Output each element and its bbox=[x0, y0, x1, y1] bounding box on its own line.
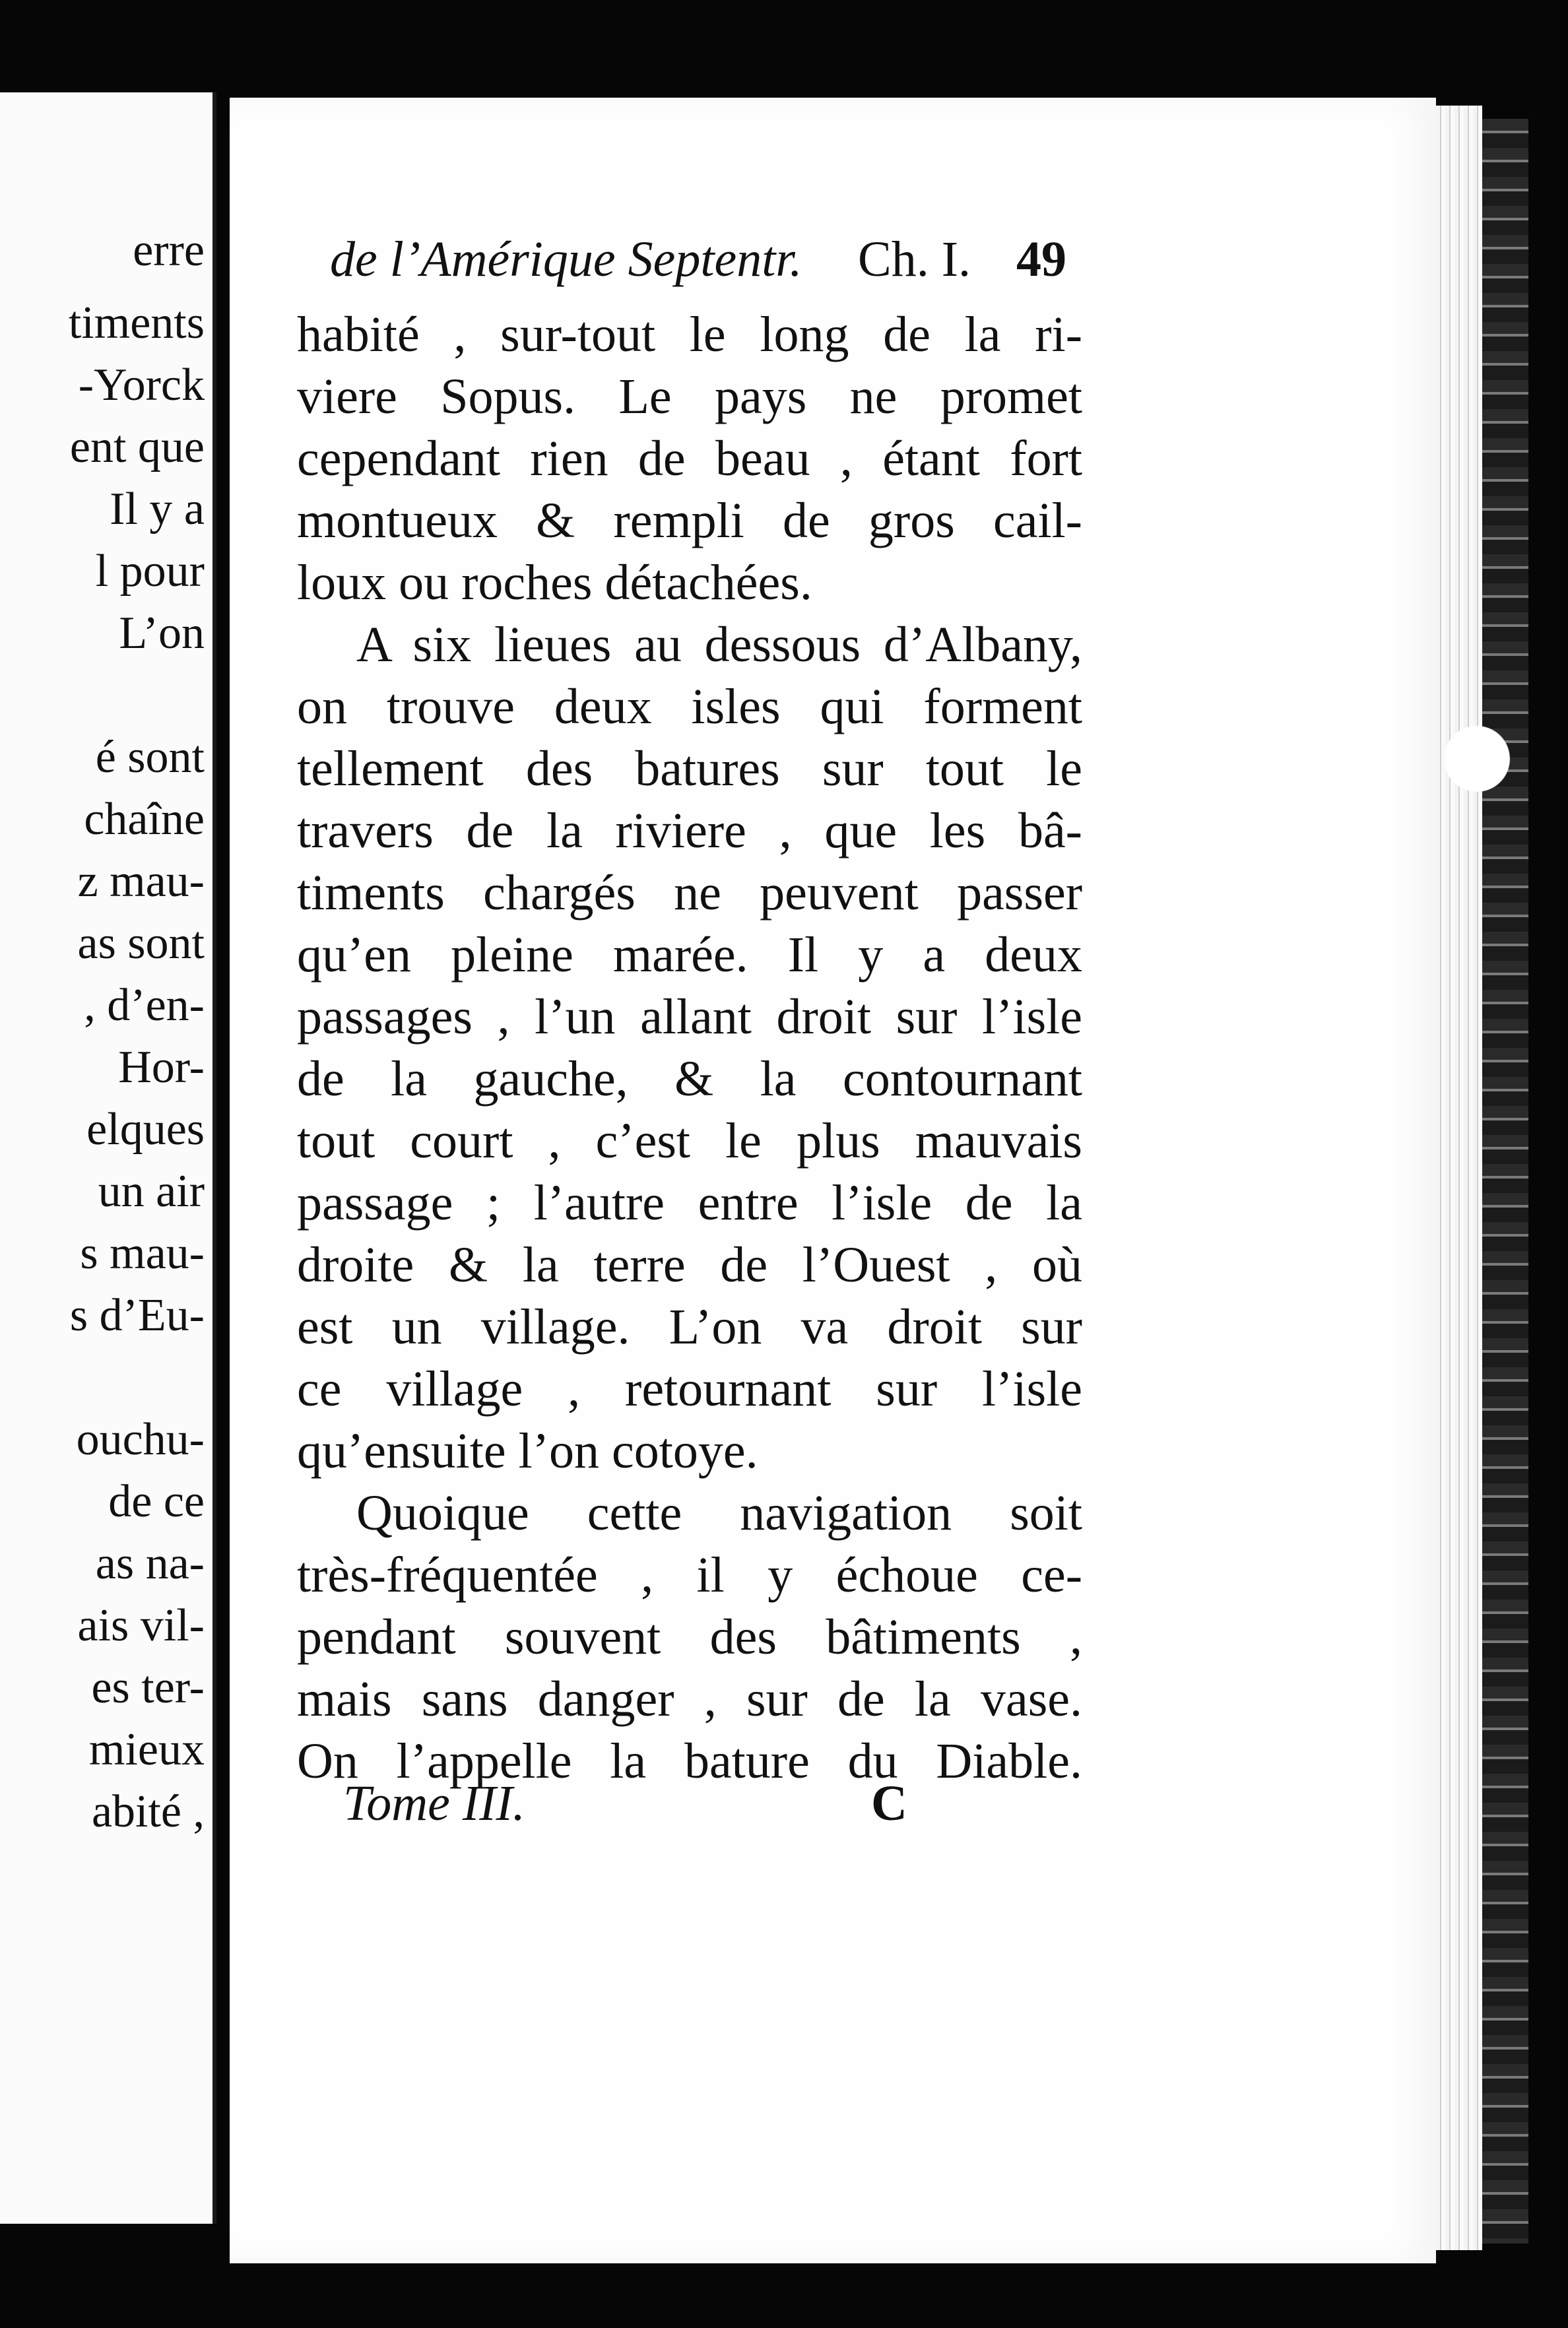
text-line: est un village. L’on va droit sur bbox=[297, 1299, 1082, 1355]
left-line: erre bbox=[133, 225, 205, 276]
page-number: 49 bbox=[1016, 232, 1066, 287]
text-line: passages , l’un allant droit sur l’isle bbox=[297, 989, 1082, 1045]
left-line: mieux bbox=[89, 1724, 205, 1775]
page-header bbox=[330, 224, 1089, 297]
left-line: Il y a bbox=[110, 484, 205, 534]
signature-mark: C bbox=[871, 1776, 907, 1831]
left-line: as na- bbox=[95, 1538, 205, 1589]
paper-damage bbox=[1445, 693, 1524, 825]
left-line: z mau- bbox=[77, 856, 205, 907]
text-line: tellement des batures sur tout le bbox=[297, 741, 1082, 796]
text-line: tout court , c’est le plus mauvais bbox=[297, 1113, 1082, 1169]
text-line: pendant souvent des bâtiments , bbox=[297, 1609, 1082, 1665]
left-line: -Yorck bbox=[78, 360, 205, 410]
left-line: l pour bbox=[95, 546, 205, 597]
left-line: , d’en- bbox=[84, 980, 205, 1031]
left-line: ais vil- bbox=[77, 1600, 205, 1651]
text-line: montueux & rempli de gros cail- bbox=[297, 493, 1082, 548]
left-line: ent que bbox=[69, 422, 205, 472]
text-line: de la gauche, & la contournant bbox=[297, 1051, 1082, 1107]
page-edges bbox=[1436, 106, 1482, 2250]
left-line: es ter- bbox=[91, 1662, 205, 1713]
left-line: un air bbox=[98, 1166, 205, 1217]
text-line: cependant rien de beau , étant fort bbox=[297, 431, 1082, 486]
left-line: é sont bbox=[95, 732, 205, 783]
left-line: chaîne bbox=[84, 794, 205, 845]
left-line: as sont bbox=[77, 918, 205, 969]
text-line: passage ; l’autre entre l’isle de la bbox=[297, 1175, 1082, 1231]
left-line: elques bbox=[86, 1104, 205, 1155]
text-line: qu’en pleine marée. Il y a deux bbox=[297, 927, 1082, 983]
volume-label: Tome III. bbox=[343, 1776, 525, 1831]
text-line: qu’ensuite l’on cotoye. bbox=[297, 1423, 758, 1479]
left-line: de ce bbox=[108, 1476, 205, 1527]
chapter-label: Ch. I. bbox=[858, 232, 971, 287]
text-line: très-fréquentée , il y échoue ce- bbox=[297, 1547, 1082, 1603]
text-line: On l’appelle la bature du Diable. bbox=[297, 1733, 1082, 1789]
text-line: Quoique cette navigation soit bbox=[356, 1485, 1082, 1541]
left-line: Hor- bbox=[118, 1042, 205, 1093]
text-line: mais sans danger , sur de la vase. bbox=[297, 1671, 1082, 1727]
left-line: L’on bbox=[119, 608, 205, 659]
text-line: loux ou roches détachées. bbox=[297, 555, 812, 610]
previous-page-fragment bbox=[0, 92, 216, 2224]
left-line: timents bbox=[68, 298, 205, 348]
left-line: abité , bbox=[91, 1786, 205, 1837]
running-head: de l’Amérique Septentr. bbox=[330, 232, 802, 287]
page-footer bbox=[343, 1775, 1003, 1848]
left-line: s mau- bbox=[80, 1228, 205, 1279]
left-line: s d’Eu- bbox=[69, 1290, 205, 1341]
text-line: A six lieues au dessous d’Albany, bbox=[356, 617, 1082, 672]
text-line: habité , sur-tout le long de la ri- bbox=[297, 307, 1082, 362]
text-line: on trouve deux isles qui forment bbox=[297, 679, 1082, 734]
text-line: ce village , retournant sur l’isle bbox=[297, 1361, 1082, 1417]
text-line: viere Sopus. Le pays ne promet bbox=[297, 369, 1082, 424]
left-line: ouchu- bbox=[76, 1414, 205, 1465]
text-line: timents chargés ne peuvent passer bbox=[297, 865, 1082, 921]
book-binding bbox=[1482, 119, 1528, 2244]
text-line: droite & la terre de l’Ouest , où bbox=[297, 1237, 1082, 1293]
text-line: travers de la riviere , que les bâ- bbox=[297, 803, 1082, 858]
